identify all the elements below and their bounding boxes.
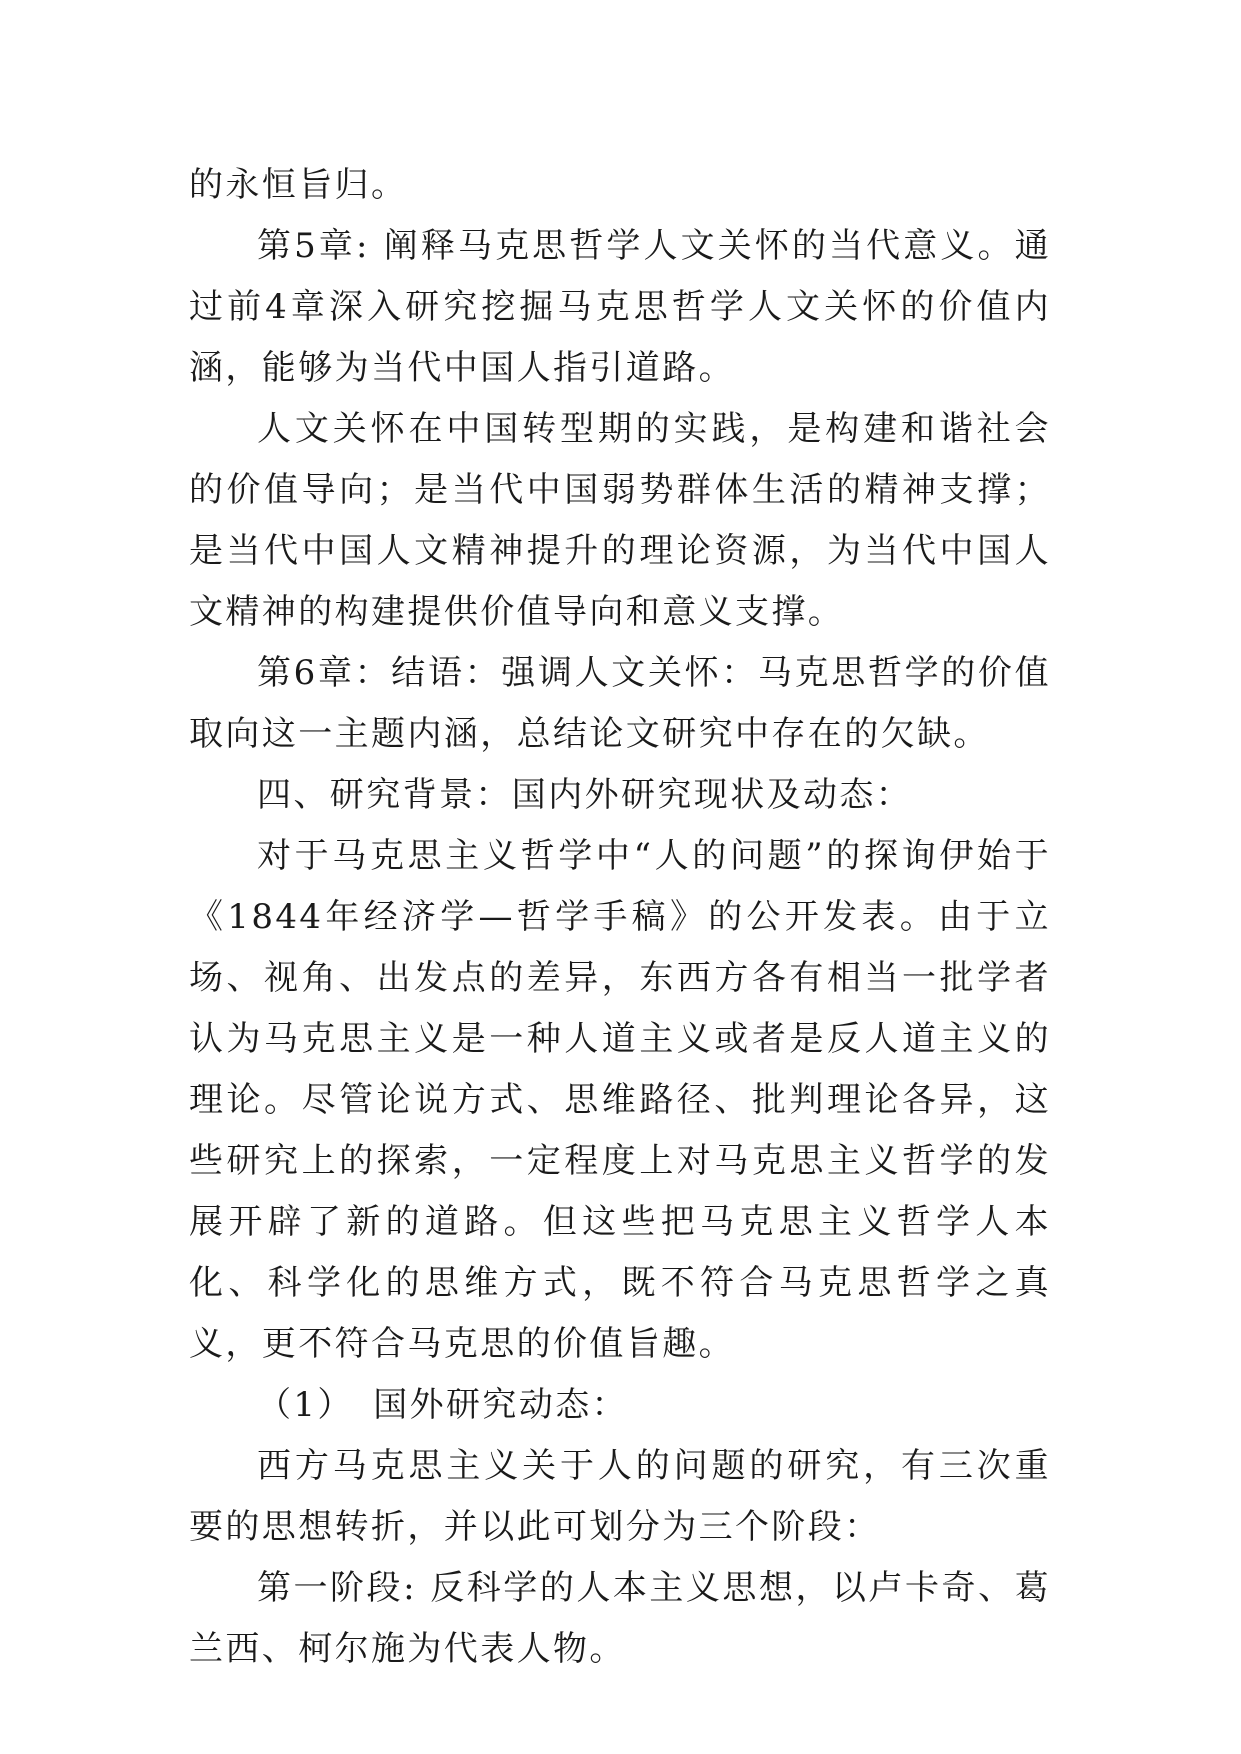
paragraph-western-marxism: 西方马克思主义关于人的问题的研究，有三次重要的思想转折，并以此可划分为三个阶段： — [189, 1446, 1051, 1547]
section-heading-research-background: 四、研究背景：国内外研究现状及动态： — [257, 775, 913, 815]
paragraph-humanistic-practice: 人文关怀在中国转型期的实践，是构建和谐社会的价值导向；是当代中国弱势群体生活的精神支撑；是当代中国人文精神提升的理论资源，为当代中国人文精神的构建提供价值导向和意义支撑。 — [189, 409, 1051, 632]
paragraph-continuation: 的永恒旨归。 — [189, 165, 408, 205]
body-text — [189, 155, 1051, 1680]
paragraph-chapter-6: 第6章：结语：强调人文关怀：马克思哲学的价值取向这一主题内涵，总结论文研究中存在的欠缺。 — [189, 653, 1051, 754]
paragraph-chapter-5: 第5章: 阐释马克思哲学人文关怀的当代意义。通过前4章深入研究挖掘马克思哲学人文关怀的价值内涵，能够为当代中国人指引道路。 — [189, 226, 1051, 388]
subheading-foreign-research: （1） 国外研究动态： — [257, 1385, 629, 1425]
paragraph-research-origin: 对于马克思主义哲学中“人的问题”的探询伊始于《1844年经济学—哲学手稿》的公开发表。由于立场、视角、出发点的差异，东西方各有相当一批学者认为马克思主义是一种人道主义或者是反人道主义的理论。尽管论说方式、思维路径、批判理论各异，这些研究上的探索，一定程度上对马克思主义哲学的发展开辟了新的道路。但这些把马克思主义哲学人本化、科学化的思维方式，既不符合马克思哲学之真义，更不符合马克思的价值旨趣。 — [189, 836, 1051, 1364]
paragraph-first-stage: 第一阶段: 反科学的人本主义思想，以卢卡奇、葛兰西、柯尔施为代表人物。 — [189, 1568, 1051, 1669]
